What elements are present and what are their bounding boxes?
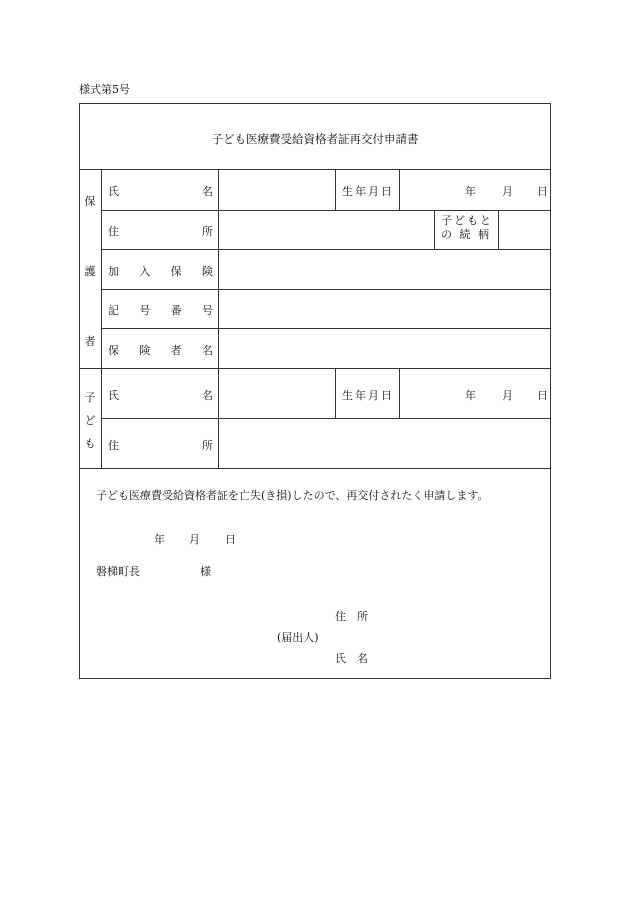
form-number: 様式第5号	[79, 83, 130, 96]
insurance-field[interactable]	[219, 250, 550, 289]
guardian-label-char: 護	[84, 265, 96, 278]
relation-label-line2: の 続 柄	[441, 228, 491, 241]
application-year-unit: 年	[154, 533, 165, 546]
guardian-birthdate-field[interactable]	[400, 170, 550, 210]
guardian-name-field[interactable]	[219, 170, 335, 210]
insurer-name-label: 保 険 者 名	[108, 344, 213, 357]
child-label-char: 子	[84, 391, 96, 404]
child-name-field[interactable]	[219, 369, 335, 418]
applicant-address-label: 住 所	[335, 610, 368, 623]
insurer-name-field[interactable]	[219, 329, 550, 368]
relation-field[interactable]	[499, 211, 550, 249]
guardian-birth-day-unit: 日	[537, 185, 548, 198]
birthdate-label-left	[335, 169, 336, 210]
guardian-label-char: 者	[84, 335, 96, 348]
child-birthdate-field[interactable]	[400, 369, 550, 418]
guardian-address-label: 住 所	[108, 225, 213, 238]
relation-label-left	[434, 210, 435, 249]
guardian-label-char: 保	[84, 195, 96, 208]
application-statement: 子ども医療費受給資格者証を亡失(き損)したので、再交付されたく申請します。	[96, 489, 489, 502]
insurance-number-field[interactable]	[219, 290, 550, 328]
child-birth-year-unit: 年	[465, 389, 476, 402]
child-birthdate-label-left	[335, 368, 336, 418]
application-month-unit: 月	[189, 533, 200, 546]
child-address-label: 住 所	[108, 439, 213, 452]
applicant-name-label: 氏 名	[335, 652, 368, 665]
guardian-name-label: 氏 名	[108, 185, 213, 198]
child-birth-day-unit: 日	[537, 389, 548, 402]
application-day-unit: 日	[225, 533, 236, 546]
guardian-birth-year-unit: 年	[465, 185, 476, 198]
form-title: 子ども医療費受給資格者証再交付申請書	[211, 132, 419, 146]
applicant-role-label: (届出人)	[277, 631, 319, 644]
addressee: 磐梯町長	[96, 565, 140, 578]
relation-label	[441, 214, 493, 242]
guardian-birthdate-label: 生年月日	[342, 185, 394, 198]
child-label-char: も	[84, 437, 96, 450]
child-birth-month-unit: 月	[502, 389, 513, 402]
child-label-char: ど	[84, 414, 96, 427]
guardian-address-field[interactable]	[219, 211, 434, 249]
guardian-birth-month-unit: 月	[502, 185, 513, 198]
insurance-label: 加 入 保 険	[108, 265, 213, 278]
table-bottom-divider	[79, 468, 551, 469]
child-birthdate-label: 生年月日	[342, 389, 394, 402]
child-name-label: 氏 名	[108, 389, 213, 402]
honorific: 様	[200, 565, 211, 578]
child-address-field[interactable]	[219, 419, 550, 468]
relation-label-line1: 子どもと	[441, 214, 493, 227]
section-label-divider	[101, 169, 102, 468]
insurance-number-label: 記 号 番 号	[108, 304, 213, 317]
